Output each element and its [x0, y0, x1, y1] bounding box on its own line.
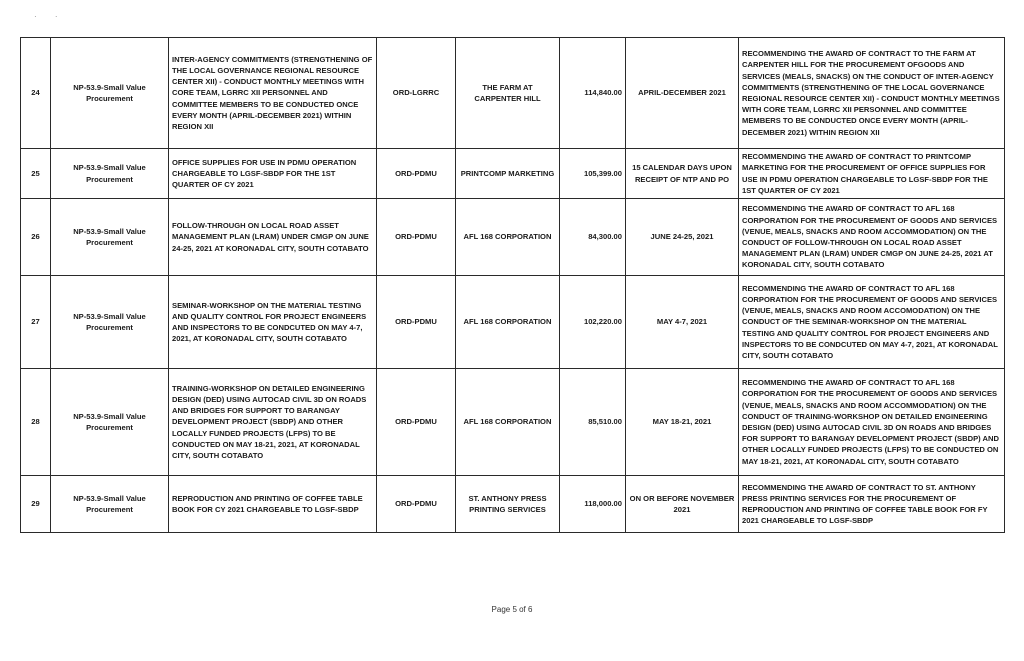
procurement-mode: NP-53.9-Small Value Procurement — [51, 476, 169, 533]
table-row — [21, 369, 1005, 476]
end-user: ORD-PDMU — [377, 199, 456, 276]
project-title: SEMINAR-WORKSHOP ON THE MATERIAL TESTING AND QUALITY CONTROL FOR PROJECT ENGINEERS AND INSPECTORS TO BE CONDCUTED ON MAY 4-7, 2021, AT KORONADAL CITY, SOUTH COTABATO — [169, 276, 377, 369]
row-number: 24 — [21, 38, 51, 149]
contract-amount: 114,840.00 — [560, 38, 626, 149]
contract-amount: 102,220.00 — [560, 276, 626, 369]
delivery-date: APRIL-DECEMBER 2021 — [626, 38, 739, 149]
delivery-date: ON OR BEFORE NOVEMBER 2021 — [626, 476, 739, 533]
project-title: TRAINING-WORKSHOP ON DETAILED ENGINEERING DESIGN (DED) USING AUTOCAD CIVIL 3D ON ROADS AND BRIDGES FOR SUPPORT TO BARANGAY DEVELOPMENT PROJECT (SBDP) AND OTHER LOCALLY FUNDED PROJECTS (LFPS) TO BE CONDUCTED ON MAY 18-21, 2021, AT KORONADAL CITY, SOUTH COTABATO — [169, 369, 377, 476]
recommendation: RECOMMENDING THE AWARD OF CONTRACT TO THE FARM AT CARPENTER HILL FOR THE PROCUREMENT OFGOODS AND SERVICES (MEALS, SNACKS) ON THE CONDUCT OF INTER-AGENCY COMMITMENTS (STRENGTHENING OF THE LOCAL GOVERNANCE REGIONAL RESOURCE CENTER XII) - CONDUCT MONTHLY MEETINGS WITH CORE TEAM, LGRRC XII PERSONNEL AND COMMITTEE MEMBERS TO BE CONDUCTED ONCE EVERY MONTH (APRIL-DECEMBER 2021) WITHIN REGION XII — [739, 38, 1005, 149]
delivery-date: MAY 18-21, 2021 — [626, 369, 739, 476]
supplier: THE FARM AT CARPENTER HILL — [456, 38, 560, 149]
project-title: OFFICE SUPPLIES FOR USE IN PDMU OPERATION CHARGEABLE TO LGSF-SBDP FOR THE 1ST QUARTER OF CY 2021 — [169, 149, 377, 199]
table-row — [21, 476, 1005, 533]
recommendation: RECOMMENDING THE AWARD OF CONTRACT TO ST. ANTHONY PRESS PRINTING SERVICES FOR THE PROCUREMENT OF REPRODUCTION AND PRINTING OF COFFEE TABLE BOOK FOR FY 2021 CHARGEABLE TO LGSF-SBDP — [739, 476, 1005, 533]
procurement-mode: NP-53.9-Small Value Procurement — [51, 369, 169, 476]
table-body — [21, 38, 1005, 533]
table-row — [21, 199, 1005, 276]
row-number: 28 — [21, 369, 51, 476]
scan-artifact: · · — [34, 12, 66, 21]
row-number: 29 — [21, 476, 51, 533]
table-row — [21, 149, 1005, 199]
supplier: PRINTCOMP MARKETING — [456, 149, 560, 199]
recommendation: RECOMMENDING THE AWARD OF CONTRACT TO AFL 168 CORPORATION FOR THE PROCUREMENT OF GOODS AND SERVICES (VENUE, MEALS, SNACKS AND ROOM ACCOMODATION) ON THE CONDUCT OF THE SEMINAR-WORKSHOP ON THE MATERIAL TESTING AND QUALITY CONTROL FOR PROJECT ENGINEERS AND INSPECTORS TO BE CONDCUTED ON MAY 4-7, 2021, AT KORONADAL CITY, SOUTH COTABATO — [739, 276, 1005, 369]
end-user: ORD-PDMU — [377, 369, 456, 476]
contract-amount: 85,510.00 — [560, 369, 626, 476]
procurement-mode: NP-53.9-Small Value Procurement — [51, 149, 169, 199]
end-user: ORD-PDMU — [377, 476, 456, 533]
supplier: AFL 168 CORPORATION — [456, 369, 560, 476]
end-user: ORD-PDMU — [377, 149, 456, 199]
project-title: FOLLOW-THROUGH ON LOCAL ROAD ASSET MANAGEMENT PLAN (LRAM) UNDER CMGP ON JUNE 24-25, 2021 AT KORONADAL CITY, SOUTH COTABATO — [169, 199, 377, 276]
row-number: 26 — [21, 199, 51, 276]
project-title: INTER-AGENCY COMMITMENTS (STRENGTHENING OF THE LOCAL GOVERNANCE REGIONAL RESOURCE CENTER XII) - CONDUCT MONTHLY MEETINGS WITH CORE TEAM, LGRRC XII PERSONNEL AND COMMITTEE MEMBERS TO BE CONDUCTED ONCE EVERY MONTH (APRIL-DECEMBER 2021) WITHIN REGION XII — [169, 38, 377, 149]
supplier: ST. ANTHONY PRESS PRINTING SERVICES — [456, 476, 560, 533]
contract-amount: 118,000.00 — [560, 476, 626, 533]
recommendation: RECOMMENDING THE AWARD OF CONTRACT TO AFL 168 CORPORATION FOR THE PROCUREMENT OF GOODS AND SERVICES (VENUE, MEALS, SNACKS AND ROOM ACCOMMODATION) ON THE CONDUCT OF TRAINING-WORKSHOP ON DETAILED ENGINEERING DESIGN (DED) USING AUTOCAD CIVIL 3D ON ROADS AND BRIDGES FOR SUPPORT TO BARANGAY DEVELOPMENT PROJECT (SBDP) AND OTHER LOCALLY FUNDED PROJECTS (LFPS) TO BE CONDUCTED ON MAY 18-21, 2021, AT KORONADAL CITY, SOUTH COTABATO — [739, 369, 1005, 476]
procurement-mode: NP-53.9-Small Value Procurement — [51, 38, 169, 149]
end-user: ORD-LGRRC — [377, 38, 456, 149]
recommendation: RECOMMENDING THE AWARD OF CONTRACT TO PRINTCOMP MARKETING FOR THE PROCUREMENT OF OFFICE SUPPLIES FOR USE IN PDMU OPERATION CHARGEABLE TO LGSF-SBDP FOR THE 1ST QUARTER OF CY 2021 — [739, 149, 1005, 199]
delivery-date: MAY 4-7, 2021 — [626, 276, 739, 369]
procurement-awards-table — [20, 37, 1005, 533]
row-number: 25 — [21, 149, 51, 199]
supplier: AFL 168 CORPORATION — [456, 276, 560, 369]
end-user: ORD-PDMU — [377, 276, 456, 369]
table-row — [21, 38, 1005, 149]
project-title: REPRODUCTION AND PRINTING OF COFFEE TABLE BOOK FOR CY 2021 CHARGEABLE TO LGSF-SBDP — [169, 476, 377, 533]
row-number: 27 — [21, 276, 51, 369]
procurement-mode: NP-53.9-Small Value Procurement — [51, 199, 169, 276]
contract-amount: 105,399.00 — [560, 149, 626, 199]
delivery-date: JUNE 24-25, 2021 — [626, 199, 739, 276]
table-row — [21, 276, 1005, 369]
supplier: AFL 168 CORPORATION — [456, 199, 560, 276]
procurement-mode: NP-53.9-Small Value Procurement — [51, 276, 169, 369]
recommendation: RECOMMENDING THE AWARD OF CONTRACT TO AFL 168 CORPORATION FOR THE PROCUREMENT OF GOODS AND SERVICES (VENUE, MEALS, SNACKS AND ROOM ACCOMMODATION) ON THE CONDUCT OF FOLLOW-THROUGH ON LOCAL ROAD ASSET MANAGEMENT PLAN (LRAM) UNDER CMGP ON JUNE 24-25, 2021 AT KORONADAL CITY, SOUTH COTABATO — [739, 199, 1005, 276]
contract-amount: 84,300.00 — [560, 199, 626, 276]
page-number: Page 5 of 6 — [491, 605, 533, 614]
delivery-date: 15 CALENDAR DAYS UPON RECEIPT OF NTP AND PO — [626, 149, 739, 199]
